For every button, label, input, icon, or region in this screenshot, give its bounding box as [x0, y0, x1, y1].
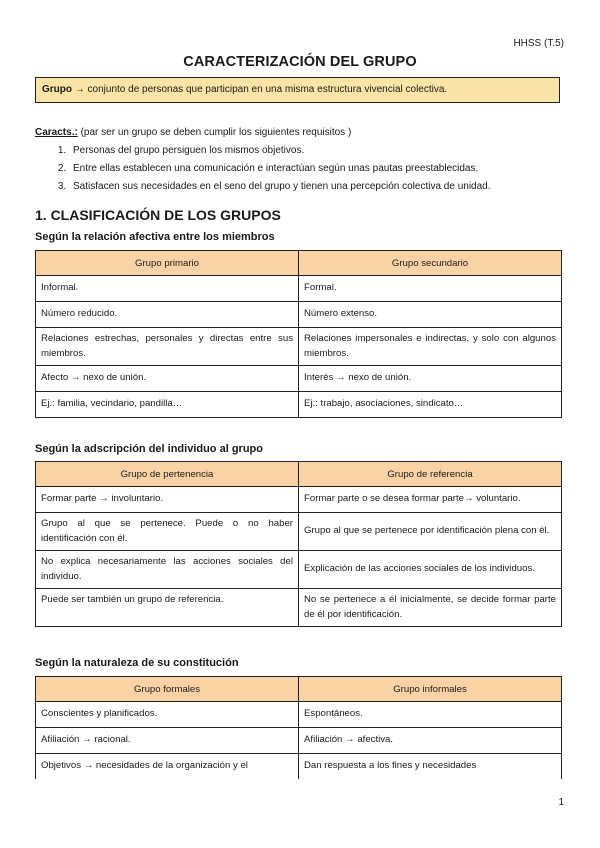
- table-cell: Ej.: trabajo, asociaciones, sindicato…: [299, 392, 562, 418]
- list-item: 2. Entre ellas establecen una comunicación e interactúan según unas pautas preestablecidas.: [69, 160, 565, 178]
- characteristics-block: [35, 124, 565, 196]
- table-cell: Número reducido.: [36, 302, 299, 328]
- section-heading: 1. CLASIFICACIÓN DE LOS GRUPOS: [35, 207, 281, 223]
- table-row: [36, 589, 562, 627]
- table-cell: Ej.: familia, vecindario, pandilla…: [36, 392, 299, 418]
- table-cell: Afiliación → racional.: [36, 728, 299, 754]
- table-cell: Formar parte o se desea formar parte→ voluntario.: [299, 487, 562, 513]
- characteristics-intro: (par ser un grupo se deben cumplir los siguientes requisitos ): [77, 127, 352, 138]
- table-cell: No se pertenece a él inicialmente, se decide formar parte de él por identificación.: [299, 589, 562, 627]
- table-row: [36, 728, 562, 754]
- table-cell: Grupo al que se pertenece por identificación plena con él.: [299, 513, 562, 551]
- table-cell: Relaciones estrechas, personales y directas entre sus miembros.: [36, 328, 299, 366]
- table-row: [36, 513, 562, 551]
- classification-table-affective: [35, 250, 562, 418]
- table-row: [36, 366, 562, 392]
- table-header-row: [36, 462, 562, 487]
- table-header-row: [36, 251, 562, 276]
- table-cell: Número extenso.: [299, 302, 562, 328]
- definition-text: → conjunto de personas que participan en una misma estructura vivencial colectiva.: [72, 84, 448, 95]
- table-row: [36, 702, 562, 728]
- table-header-row: [36, 677, 562, 702]
- table-row: [36, 276, 562, 302]
- table-header-cell: Grupo de pertenencia: [36, 462, 299, 487]
- table-subtitle: Según la naturaleza de su constitución: [35, 657, 239, 669]
- table-row: [36, 487, 562, 513]
- table-cell: Formar parte → involuntario.: [36, 487, 299, 513]
- definition-box: [35, 77, 560, 103]
- table-cell: Explicación de las acciones sociales de los individuos.: [299, 551, 562, 589]
- table-cell: No explica necesariamente las acciones sociales del individuo.: [36, 551, 299, 589]
- table-header-cell: Grupo primario: [36, 251, 299, 276]
- table-cell: Afecto → nexo de unión.: [36, 366, 299, 392]
- list-item: 3. Satisfacen sus necesidades en el seno del grupo y tienen una percepción colectiva de unidad.: [69, 178, 565, 196]
- table-cell: Formal.: [299, 276, 562, 302]
- page-title: CARACTERIZACIÓN DEL GRUPO: [183, 54, 417, 70]
- table-row: [36, 392, 562, 418]
- characteristics-label: Caracts.:: [35, 127, 78, 138]
- table-cell: Conscientes y planificados.: [36, 702, 299, 728]
- table-row: [36, 302, 562, 328]
- characteristics-list: [35, 142, 565, 196]
- table-cell: Grupo al que se pertenece. Puede o no haber identificación con él.: [36, 513, 299, 551]
- list-item: 1. Personas del grupo persiguen los mismos objetivos.: [69, 142, 565, 160]
- table-cell: Informal.: [36, 276, 299, 302]
- table-cell: Puede ser también un grupo de referencia.: [36, 589, 299, 627]
- table-row: [36, 328, 562, 366]
- table-cell: Objetivos → necesidades de la organización y el: [36, 754, 299, 780]
- table-subtitle: Según la relación afectiva entre los miembros: [35, 231, 275, 243]
- table-header-cell: Grupo secundario: [299, 251, 562, 276]
- classification-table-ascription: [35, 461, 562, 627]
- table-row: [36, 551, 562, 589]
- table-row: [36, 754, 562, 780]
- table-header-cell: Grupo informales: [299, 677, 562, 702]
- table-cell: Afiliación → afectiva.: [299, 728, 562, 754]
- header-course-code: HHSS (T.5): [513, 38, 564, 49]
- table-subtitle: Según la adscripción del individuo al grupo: [35, 443, 263, 455]
- definition-term: Grupo: [42, 84, 72, 95]
- table-cell: Espontáneos.: [299, 702, 562, 728]
- table-header-cell: Grupo formales: [36, 677, 299, 702]
- table-cell: Interés → nexo de unión.: [299, 366, 562, 392]
- table-cell: Dan respuesta a los fines y necesidades: [299, 754, 562, 780]
- page-number: 1: [558, 797, 564, 808]
- table-cell: Relaciones impersonales e indirectas, y solo con algunos miembros.: [299, 328, 562, 366]
- table-header-cell: Grupo de referencia: [299, 462, 562, 487]
- classification-table-constitution: [35, 676, 562, 779]
